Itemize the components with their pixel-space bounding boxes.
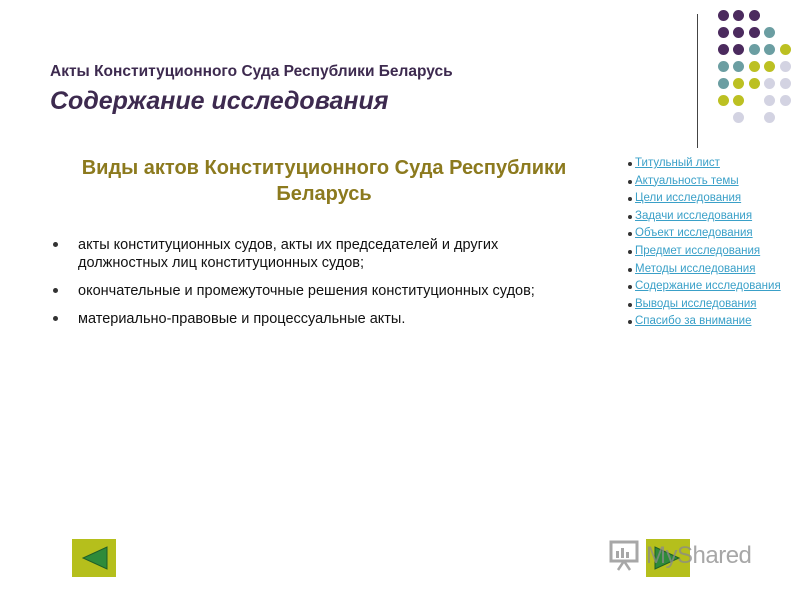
bullet-item: окончательные и промежуточные решения конституционных судов; <box>52 282 572 300</box>
nav-link-relevance[interactable]: Актуальность темы <box>635 174 739 187</box>
decorative-dot <box>749 78 760 89</box>
nav-item <box>628 208 781 226</box>
nav-item <box>628 261 781 279</box>
decorative-dot <box>718 27 729 38</box>
slide-header <box>50 62 610 116</box>
bullet-list <box>52 236 572 338</box>
decorative-dot <box>718 44 729 55</box>
decorative-dot <box>749 61 760 72</box>
decorative-dot <box>718 10 729 21</box>
decorative-dot <box>718 95 729 106</box>
decorative-dot <box>749 10 760 21</box>
watermark-text: MyShared <box>646 542 752 569</box>
decorative-dot <box>764 44 775 55</box>
nav-link-object[interactable]: Объект исследования <box>635 227 753 240</box>
decorative-dot <box>780 61 791 72</box>
decorative-dot <box>764 78 775 89</box>
decorative-dot <box>733 10 744 21</box>
nav-link-methods[interactable]: Методы исследования <box>635 262 756 275</box>
nav-link-title[interactable]: Титульный лист <box>635 157 720 169</box>
section-heading: Виды актов Конституционного Суда Республики Беларусь <box>81 157 567 205</box>
presentation-board-icon <box>608 538 642 572</box>
decorative-dot <box>764 61 775 72</box>
decorative-dot <box>733 61 744 72</box>
decorative-dot-grid <box>708 10 798 130</box>
decorative-dot <box>749 44 760 55</box>
decorative-dot <box>764 27 775 38</box>
nav-link-tasks[interactable]: Задачи исследования <box>635 209 753 222</box>
decorative-dot <box>733 95 744 106</box>
decorative-dot <box>718 61 729 72</box>
slide-supertitle: Акты Конституционного Суда Республики Беларусь <box>50 63 453 80</box>
prev-slide-button[interactable] <box>72 539 116 577</box>
decorative-dot <box>764 95 775 106</box>
nav-item <box>628 225 781 243</box>
decorative-dot <box>718 78 729 89</box>
nav-item <box>628 173 781 191</box>
decorative-dot <box>780 44 791 55</box>
nav-item <box>628 296 781 314</box>
decorative-dot <box>764 112 775 123</box>
decorative-dot <box>749 27 760 38</box>
bullet-item: акты конституционных судов, акты их председателей и других должностных лиц конституционных судов; <box>52 236 572 272</box>
triangle-left-icon <box>79 545 109 571</box>
watermark <box>608 536 768 576</box>
bullet-item: материально-правовые и процессуальные акты. <box>52 310 572 328</box>
nav-link-thanks[interactable]: Спасибо за внимание <box>635 315 752 328</box>
nav-link-goals[interactable]: Цели исследования <box>635 192 742 205</box>
decorative-dot <box>733 44 744 55</box>
navigation-menu <box>628 155 781 331</box>
nav-item <box>628 243 781 261</box>
slide-title: Содержание исследования <box>50 87 389 115</box>
nav-item <box>628 313 781 331</box>
decorative-dot <box>780 95 791 106</box>
decorative-dot <box>733 112 744 123</box>
decorative-dot <box>733 78 744 89</box>
nav-link-subject[interactable]: Предмет исследования <box>635 244 761 257</box>
nav-item <box>628 155 781 173</box>
nav-link-conclusions[interactable]: Выводы исследования <box>635 297 757 310</box>
nav-item <box>628 190 781 208</box>
decorative-divider <box>697 14 698 148</box>
decorative-dot <box>733 27 744 38</box>
nav-link-content[interactable]: Содержание исследования <box>635 280 781 293</box>
decorative-dot <box>780 78 791 89</box>
nav-item <box>628 278 781 296</box>
